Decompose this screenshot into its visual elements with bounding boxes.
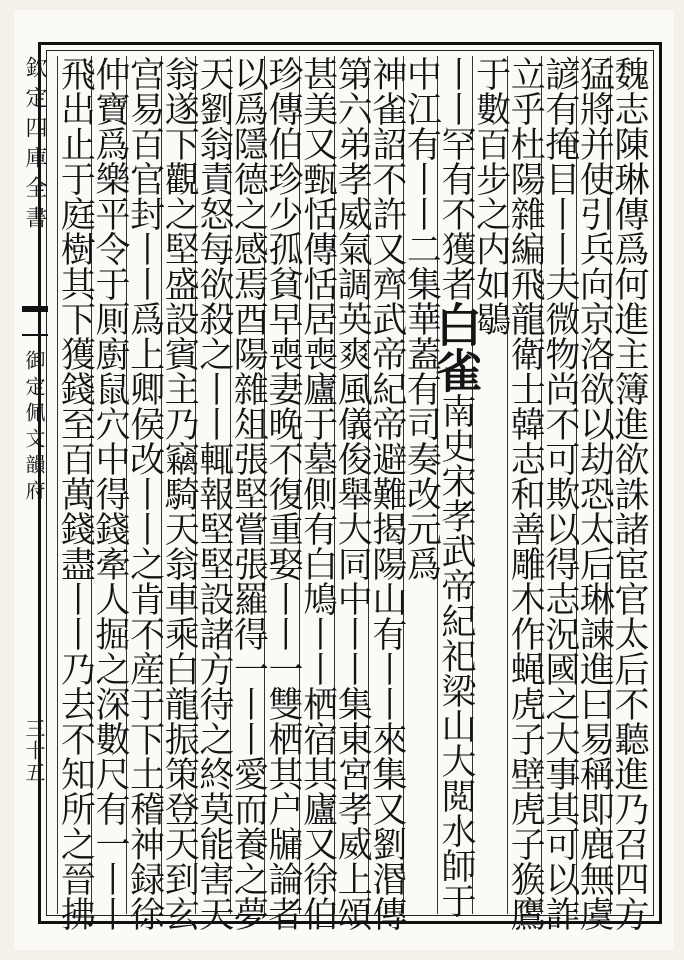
text-column [429, 56, 483, 918]
text-column [297, 56, 338, 931]
text-columns [55, 56, 649, 931]
column-text: 第六弟孝威氣調英爽風儀俊舉大同中丨丨集東宮孝威上頌 [332, 56, 373, 931]
text-column [124, 56, 165, 931]
text-column [470, 56, 511, 914]
column-text: 飛出止于庭樹其下獲錢至百萬錢盡丨丨乃去不知所之晉拂 [55, 56, 96, 931]
column-text: 立乎杜陽雜編飛龍衛士韓志和善雕木作蝇虎子壁虎子㺅鷹 [505, 56, 546, 931]
column-text-pre: 丨丨罕有不獲者 [436, 56, 476, 301]
margin-section-title: 御定佩文韻府 [22, 350, 46, 506]
fish-tail-mark [22, 306, 48, 336]
text-column [159, 56, 200, 931]
page-number: 三十五 [22, 718, 46, 784]
column-text: 宫易百官封丨丨爲上卿侯改丨丨之肯不産于下土稽神録徐 [124, 56, 165, 931]
text-column [55, 56, 96, 931]
text-column [263, 56, 303, 931]
column-text: 神雀詔不許又齊武帝紀帝避難揭陽山有丨丨來集又劉湣傳 [366, 56, 407, 931]
column-text: 于數百步之内如鶡 [470, 56, 511, 336]
text-column [90, 56, 130, 931]
column-text: 以爲隱德之感焉酉陽雜俎張堅嘗張羅得一丨丨愛而養之夢 [228, 56, 269, 931]
text-column [505, 56, 546, 931]
text-column [574, 56, 615, 931]
column-text: 甚美又甄恬傳恬居喪廬于墓側有白鳩丨丨栖宿其廬又徐伯 [297, 56, 338, 931]
column-text: 魏志陳琳傳爲何進主簿進欲誅諸宦官太后不聽進乃召四方 [609, 56, 649, 931]
margin-book-title: 欽定四庫全書 [22, 56, 47, 236]
column-text: 中江有丨丨二集華蓋有司奏改元爲 [401, 56, 442, 581]
column-text: 南史宋孝武帝紀祀梁山大閲水師于 [436, 393, 476, 918]
column-text: 珍傳伯珍少孤貧早喪妻晚不復重娶丨丨一雙栖其户牖論者 [263, 56, 303, 931]
text-column [366, 56, 407, 931]
column-text: 猛將并使引兵向京洛欲以劫恐太后琳諫進曰易稱即鹿無虞 [574, 56, 615, 931]
text-column [193, 56, 234, 931]
column-text: 仲寶爲樂平令于厠廚鼠穴中得錢牽人掘之深數尺有一丨丨 [90, 56, 130, 931]
column-text: 諺有掩目丨丨夫微物尚不可欺以得志況國之大事其可以詐 [539, 56, 580, 931]
column-text: 翁遂下觀之堅盛設賓主乃竊騎天翁車乘白龍振策登天到玄 [159, 56, 200, 931]
text-column [228, 56, 269, 931]
text-column [332, 56, 373, 931]
headword: 白雀 [429, 301, 483, 393]
text-column [401, 56, 442, 914]
book-page [14, 10, 674, 950]
column-text: 天劉翁責怒每欲殺之丨丨輒報堅堅設諸方待之終莫能害天 [193, 56, 234, 931]
text-column [539, 56, 580, 931]
text-column [609, 56, 649, 931]
